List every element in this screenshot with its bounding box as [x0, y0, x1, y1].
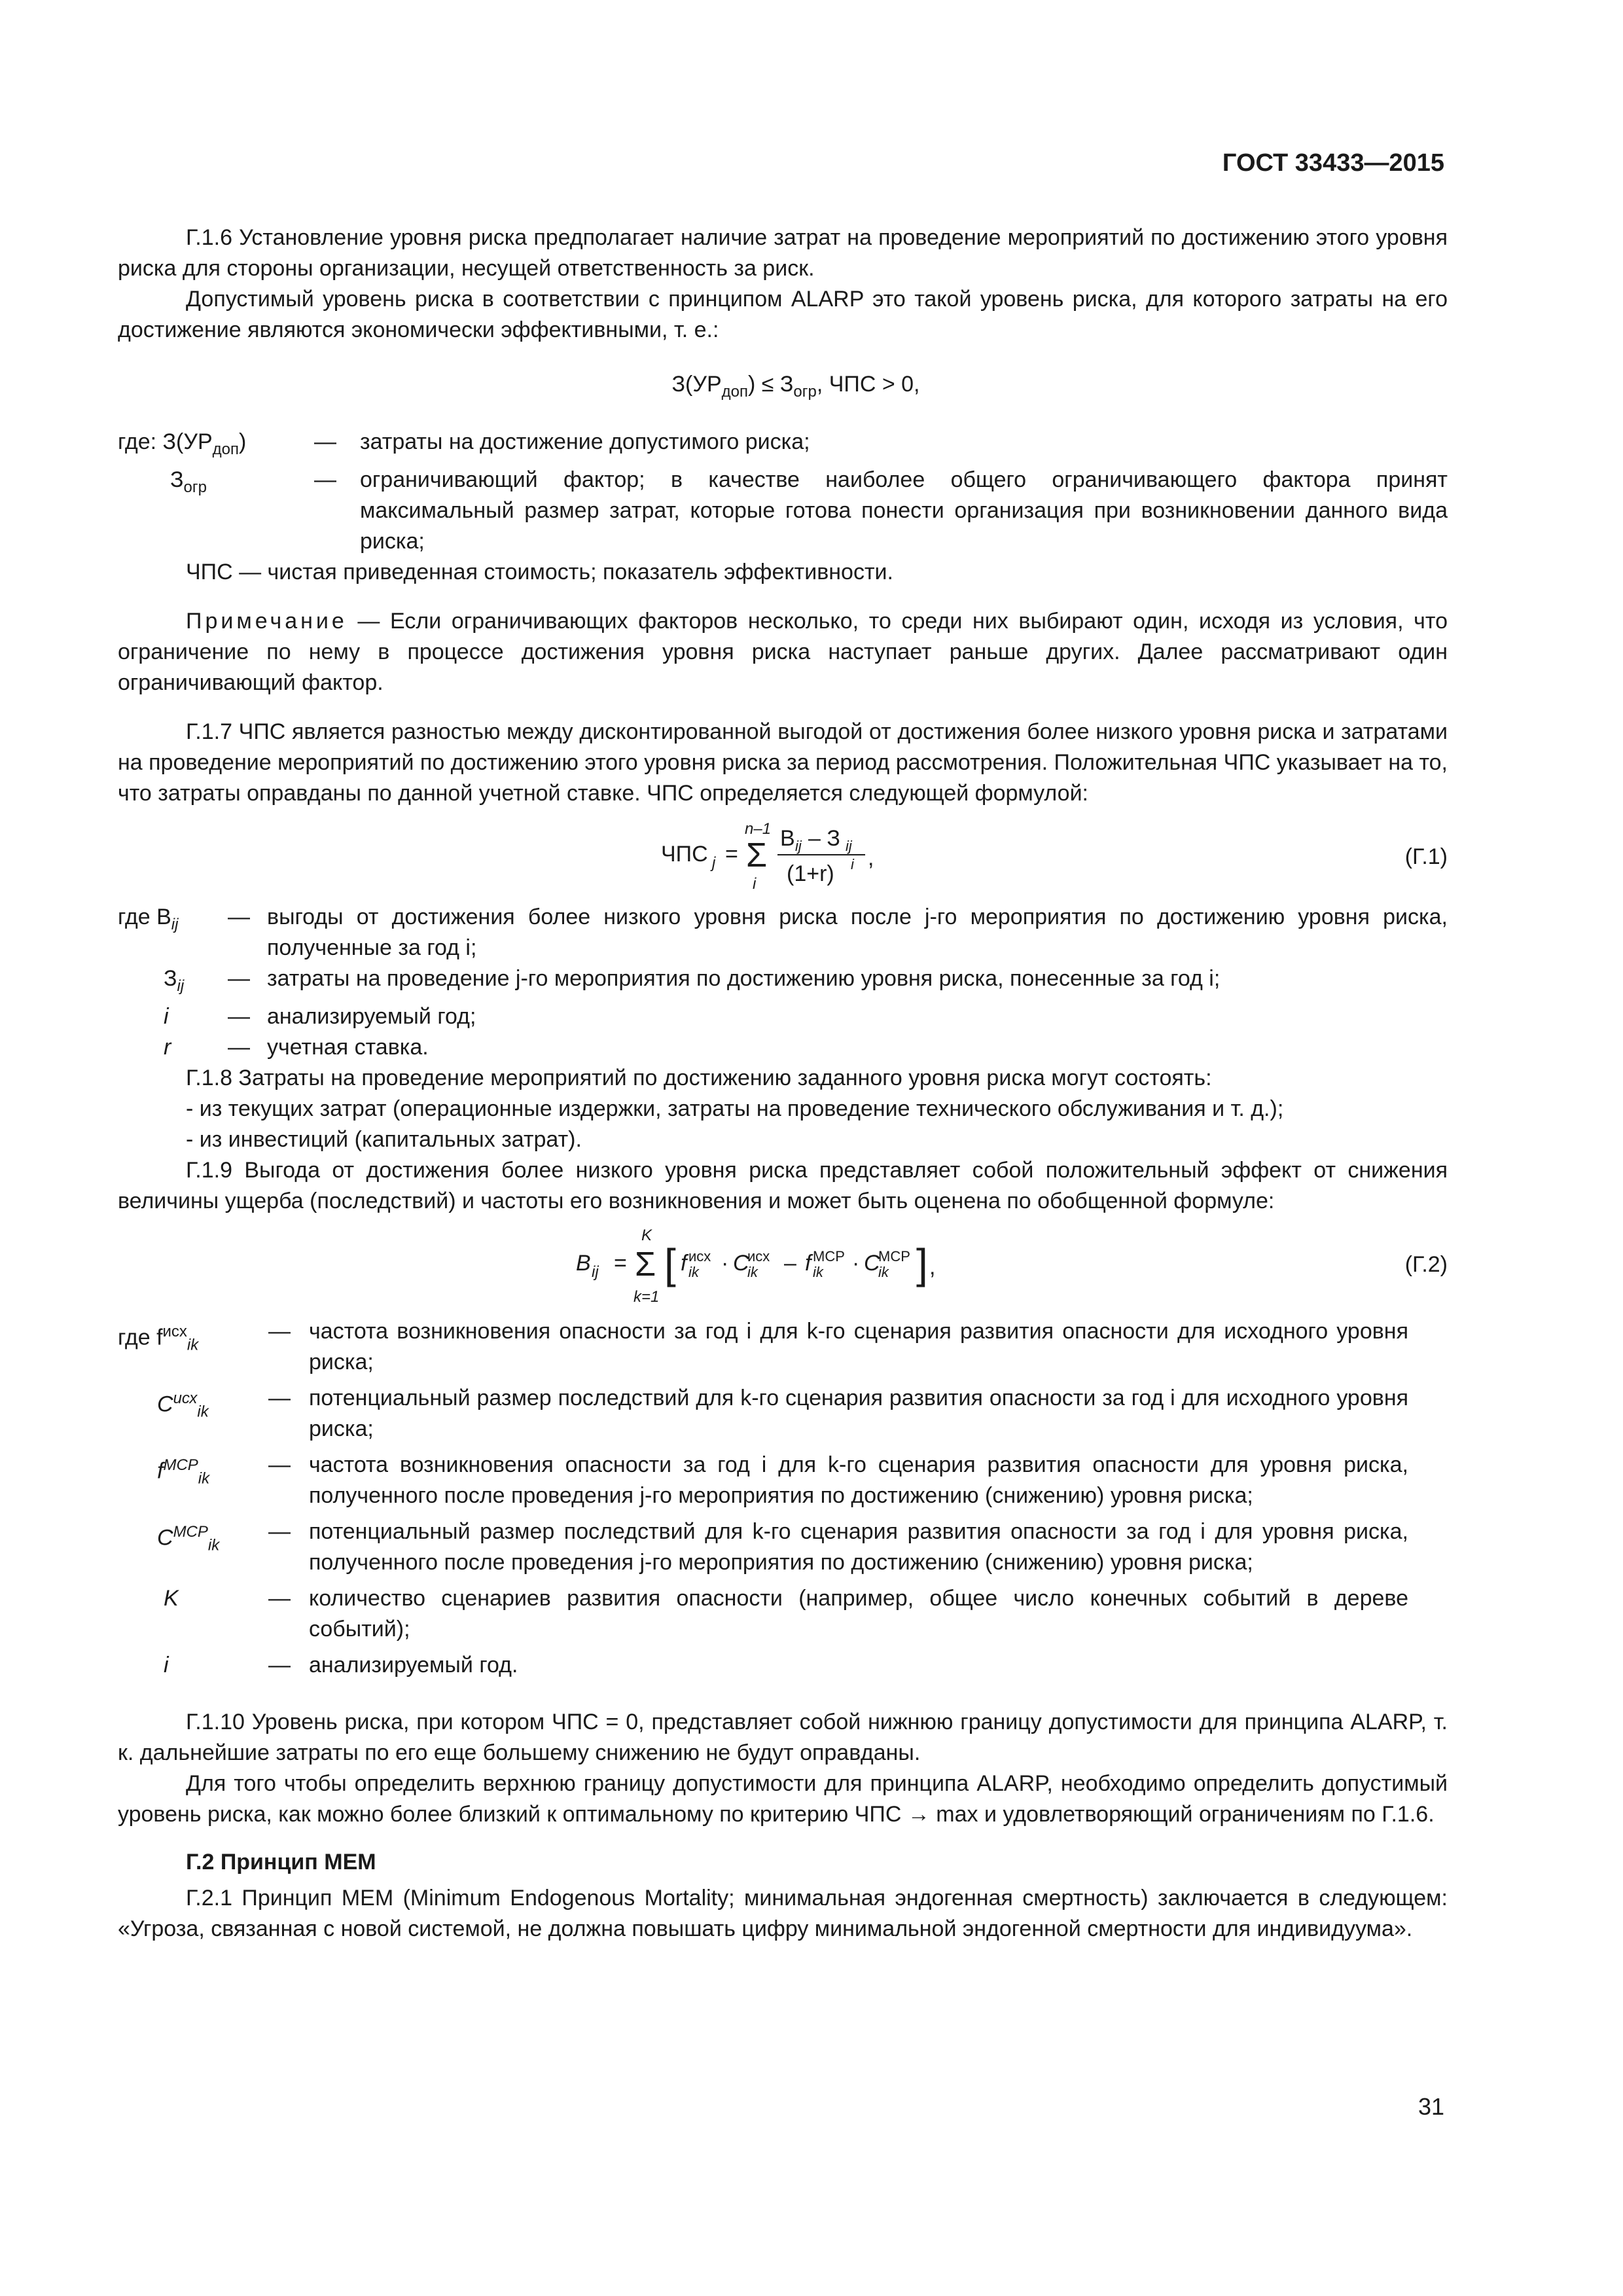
definition-text: анализируемый год. — [309, 1653, 518, 1677]
term-sub: ik — [878, 1264, 889, 1280]
definition-symbol: r — [164, 1035, 171, 1060]
definition-row: $З_{огр}$ — ограничивающий фактор; в качестве наиболее общего ограничивающего фактора принят максимальный размер затрат, которые готова понести организация при возникновении данного вида риска; — [118, 465, 1448, 557]
definition-list-1 — [118, 427, 1448, 557]
definition-row: $C^{исх}_{ik}$ — потенциальный размер последствий для k-го сценария развития опасности за год i для исходного уровня риска; — [118, 1383, 1448, 1444]
term-sup: исх — [747, 1248, 770, 1265]
fraction-denominator: (1+r) — [787, 861, 834, 886]
paragraph-g17: Г.1.7 ЧПС является разностью между дисконтированной выгодой от достижения более низкого уровня риска и затратами на проведение мероприятий по достижению этого уровня риска за период рассмотрения. Положительная ЧПС указывает на то, что затраты оправданы по данной учетной ставке. ЧПС определяется следующей формулой: — [118, 719, 1448, 806]
definition-symbol: $C^{исх}_{ik}$ — [157, 1390, 209, 1421]
numerator-minus: – З — [808, 826, 840, 851]
sum-upper: K — [641, 1227, 652, 1244]
definition-row: K — количество сценариев развития опасности (например, общее число конечных событий в дереве событий); — [118, 1583, 1448, 1645]
definition-text: учетная ставка. — [267, 1035, 429, 1060]
term-f: f — [681, 1251, 687, 1276]
definition-text: затраты на проведение j-го мероприятия по достижению уровня риска, понесенные за год i; — [267, 966, 1221, 991]
formula-lhs: ЧПС — [661, 842, 708, 867]
definition-text: потенциальный размер последствий для k-го сценария развития опасности за год i для уровня риска, полученного после проведения j-го мероприятия по достижению (снижению) уровня риска; — [309, 1519, 1408, 1575]
section-heading-g2: Г.2 Принцип МЕМ — [186, 1850, 376, 1874]
formula-equals: = — [725, 842, 738, 867]
definition-row: где $В_{ij}$ — выгоды от достижения более низкого уровня риска после j-го мероприятия по достижению уровня риска, полученные за год i; — [118, 902, 1448, 963]
term-sup: МСР — [813, 1248, 845, 1265]
formula-lhs: В — [576, 1251, 591, 1276]
definition-symbol: i — [164, 1004, 169, 1029]
definition-symbol: где $f^{исх}_{ik}$ — [118, 1323, 199, 1354]
definition-text: анализируемый год; — [267, 1004, 476, 1029]
list-item-g18-1: - из текущих затрат (операционные издержки, затраты на проведение технического обслуживания и т. д.); — [186, 1096, 1284, 1121]
term-c: C — [864, 1251, 880, 1276]
paragraph-g18: Г.1.8 Затраты на проведение мероприятий по достижению заданного уровня риска могут состоять: — [186, 1066, 1212, 1090]
term-sub: ik — [747, 1264, 758, 1280]
definition-list-2 — [118, 902, 1448, 1063]
dot: · — [852, 1251, 860, 1276]
definition-row: где: $З(УР_{доп})$ — затраты на достижение допустимого риска; — [118, 427, 1448, 465]
definition-symbol: i — [164, 1653, 169, 1677]
chps-definition: ЧПС — чистая приведенная стоимость; показатель эффективности. — [186, 560, 893, 584]
formula-number: (Г.2) — [1404, 1252, 1448, 1277]
definition-symbol: где $В_{ij}$ — [118, 905, 179, 933]
definition-row: i — анализируемый год; — [118, 1001, 1448, 1032]
standard-header: ГОСТ 33433—2015 — [1222, 149, 1444, 177]
dot: · — [721, 1251, 729, 1276]
minus: – — [784, 1251, 796, 1276]
bracket-close: ] — [916, 1240, 928, 1287]
paragraph-g110-2: Для того чтобы определить верхнюю границу допустимости для принципа ALARP, необходимо определить допустимый уровень риска, как можно более близкий к оптимальному по критерию ЧПС → max и удовлетворяющий ограничениям по Г.1.6. — [118, 1771, 1448, 1827]
definition-row: $C^{МСР}_{ik}$ — потенциальный размер последствий для k-го сценария развития опасности за год i для уровня риска, полученного после проведения j-го мероприятия по достижению (снижению) уровня риска; — [118, 1516, 1448, 1578]
definition-text: затраты на достижение допустимого риска; — [360, 429, 810, 454]
formula-g2-svg — [576, 1223, 1047, 1308]
term-sup: МСР — [878, 1248, 910, 1265]
definition-text: потенциальный размер последствий для k-го сценария развития опасности за год i для исходного уровня риска; — [309, 1386, 1408, 1441]
paragraph-g16-1: Г.1.6 Установление уровня риска предполагает наличие затрат на проведение мероприятий по достижению этого уровня риска для стороны организации, несущей ответственность за риск. — [118, 225, 1448, 281]
sum-lower: k=1 — [633, 1288, 660, 1306]
sum-sign: Σ — [635, 1246, 656, 1283]
definition-symbol: $f^{МСР}_{ik}$ — [157, 1456, 210, 1488]
fraction-numerator: В — [780, 826, 795, 851]
definition-row: где $f^{исх}_{ik}$ — частота возникновения опасности за год i для k-го сценария развития опасности для исходного уровня риска; — [118, 1316, 1448, 1378]
definition-row: $f^{МСР}_{ik}$ — частота возникновения опасности за год i для k-го сценария развития опасности для уровня риска, полученного после проведения j-го мероприятия по достижению (снижению) уровня риска; — [118, 1450, 1448, 1511]
formula-g1 — [118, 816, 1448, 894]
formula-lhs-sub: j — [712, 854, 716, 872]
definition-row: i — анализируемый год. — [118, 1650, 1448, 1681]
formula-g1-svg — [661, 816, 988, 894]
term-c: C — [733, 1251, 749, 1276]
formula-comma: , — [868, 846, 874, 870]
term-sup: исх — [688, 1248, 711, 1265]
formula-alarp-condition: $З(УР_{доп}) \le З_{огр}$, ЧПС > 0, — [671, 372, 920, 401]
formula-number: (Г.1) — [1404, 844, 1448, 869]
definition-row: $З_{ij}$ — затраты на проведение j-го мероприятия по достижению уровня риска, понесенные за год i; — [118, 963, 1448, 1001]
definition-list-3 — [118, 1316, 1448, 1681]
paragraph-g16-2: Допустимый уровень риска в соответствии с принципом ALARP это такой уровень риска, для которого затраты на его достижение являются экономически эффективными, т. е.: — [118, 287, 1448, 342]
paragraph-g110-1: Г.1.10 Уровень риска, при котором ЧПС = 0, представляет собой нижнюю границу допустимости для принципа ALARP, т. к. дальнейшие затраты по его еще большему снижению не будут оправданы. — [118, 1710, 1448, 1765]
sum-sign: Σ — [746, 836, 768, 874]
definition-text: количество сценариев развития опасности (например, общее число конечных событий в дереве событий); — [309, 1586, 1408, 1641]
sum-upper: n–1 — [745, 820, 772, 838]
numerator-sub: ij — [795, 838, 802, 854]
definition-symbol: $З_{огр}$ — [170, 467, 207, 496]
formula-lhs-sub: ij — [592, 1263, 599, 1281]
bracket-open: [ — [664, 1240, 676, 1287]
definition-text: частота возникновения опасности за год i для k-го сценария развития опасности для уровня риска, полученного после проведения j-го мероприятия по достижению (снижению) уровня риска; — [309, 1452, 1408, 1508]
term-f: f — [805, 1251, 812, 1276]
definition-text: частота возникновения опасности за год i для k-го сценария развития опасности для исходного уровня риска; — [309, 1319, 1408, 1374]
definition-text: ограничивающий фактор; в качестве наиболее общего ограничивающего фактора принят максимальный размер затрат, которые готова понести организация при возникновении данного вида риска; — [360, 467, 1448, 554]
page-number: 31 — [1418, 2093, 1444, 2120]
formula-g2 — [118, 1223, 1448, 1308]
formula-equals: = — [614, 1251, 627, 1276]
term-sub: ik — [813, 1264, 823, 1280]
page-content — [118, 223, 1448, 1945]
list-item-g18-2: - из инвестиций (капитальных затрат). — [186, 1127, 582, 1152]
definition-symbol: где: $З(УР_{доп})$ — [118, 429, 247, 458]
paragraph-g19: Г.1.9 Выгода от достижения более низкого уровня риска представляет собой положительный эффект от снижения величины ущерба (последствий) и частоты его возникновения и может быть оценена по обобщенной формуле: — [118, 1158, 1448, 1213]
definition-symbol: $C^{МСР}_{ik}$ — [157, 1523, 220, 1554]
note-label: Примечание — [186, 609, 348, 634]
definition-text: выгоды от достижения более низкого уровня риска после j-го мероприятия по достижению уровня риска, полученные за год i; — [267, 905, 1448, 960]
numerator-sub: ij — [846, 838, 852, 854]
term-sub: ik — [688, 1264, 699, 1280]
paragraph-g21: Г.2.1 Принцип МЕМ (Minimum Endogenous Mortality; минимальная эндогенная смертность) заключается в следующем: «Угроза, связанная с новой системой, не должна повышать цифру минимальной эндогенной смертности для индивидуума». — [118, 1886, 1448, 1941]
denominator-sup: i — [851, 856, 854, 872]
formula-comma: , — [929, 1255, 936, 1280]
definition-symbol: $З_{ij}$ — [164, 966, 185, 995]
definition-symbol: K — [164, 1586, 179, 1611]
sum-lower: i — [753, 875, 757, 893]
definition-row: r — учетная ставка. — [118, 1032, 1448, 1063]
note-paragraph: Примечание — Если ограничивающих факторов несколько, то среди них выбирают один, исходя из условия, что ограничение по нему в процессе достижения уровня риска наступает раньше других. Далее рассматривают один ограничивающий фактор. — [118, 609, 1448, 695]
